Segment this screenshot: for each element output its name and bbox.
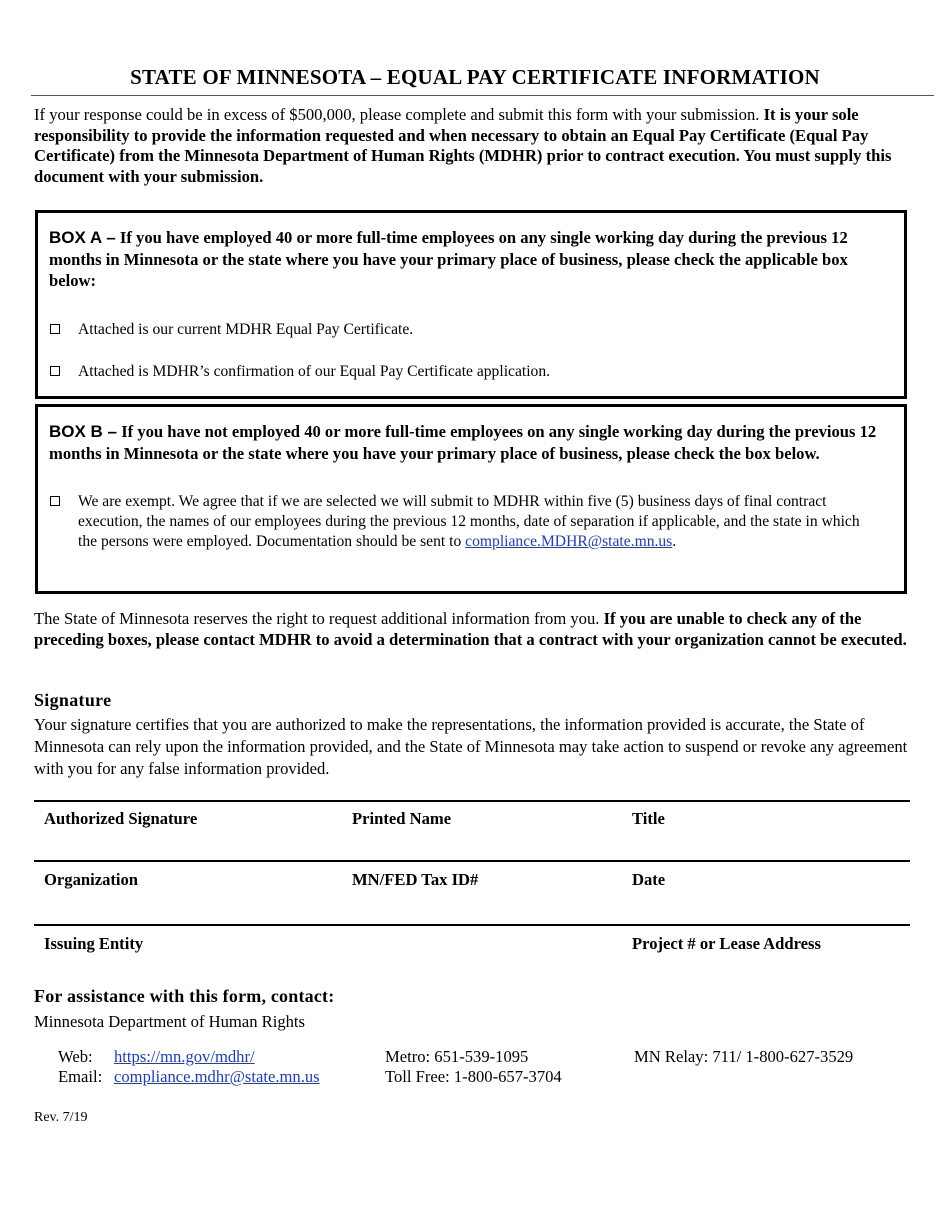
- organization-field[interactable]: Organization: [44, 870, 139, 889]
- web-link[interactable]: https://mn.gov/mdhr/: [114, 1047, 255, 1066]
- box-b-heading-text: If you have not employed 40 or more full-time employees on any single working day during the previous 12 months in Minnesota or the state where you have your primary place of business, please check the box below.: [49, 422, 877, 463]
- title-field[interactable]: Title: [632, 809, 665, 828]
- box-a-heading-text: If you have employed 40 or more full-time employees on any single working day during the previous 12 months in Minnesota or the state where you have your primary place of business, please check the applicable box below:: [49, 228, 848, 290]
- box-b-label: BOX B –: [49, 422, 118, 441]
- box-b-heading: [49, 421, 889, 464]
- assistance-heading: For assistance with this form, contact:: [34, 986, 335, 1006]
- signature-body: Your signature certifies that you are authorized to make the representations, the information provided is accurate, the State of Minnesota can rely upon the information provided, and the State of Minnesota may take action to suspend or revoke any agreement with you for any false information provided.: [34, 715, 908, 778]
- exempt-statement: We are exempt. We agree that if we are selected we will submit to MDHR within five (5) business days of final contract execution, the names of our employees during the previous 12 months, date of separation if applicable, and the state in which the persons were employed. Documentation should be sent to: [78, 493, 860, 550]
- box-b: [35, 404, 907, 594]
- issuing-entity-field[interactable]: Issuing Entity: [44, 934, 144, 953]
- revision-note: Rev. 7/19: [34, 1110, 88, 1125]
- printed-name-field[interactable]: Printed Name: [352, 809, 452, 828]
- authorized-signature-field[interactable]: Authorized Signature: [44, 809, 198, 828]
- reserve-paragraph: [34, 609, 919, 650]
- reserve-bold-text: If you are unable to check any of the preceding boxes, please contact MDHR to avoid a determination that a contract with your organization cannot be executed.: [34, 609, 907, 649]
- reserve-text: The State of Minnesota reserves the right to request additional information from you.: [34, 609, 600, 628]
- field-rule-1: [34, 800, 910, 802]
- option-label: Attached is our current MDHR Equal Pay Certificate.: [78, 321, 414, 338]
- box-a: [35, 210, 907, 399]
- intro-paragraph: [34, 105, 926, 187]
- metro-phone: Metro: 651-539-1095: [385, 1047, 529, 1066]
- web-label: Web:: [58, 1047, 93, 1066]
- mn-relay-phone: MN Relay: 711/ 1-800-627-3529: [634, 1047, 854, 1066]
- page-title: STATE OF MINNESOTA – EQUAL PAY CERTIFICATE INFORMATION: [130, 65, 820, 89]
- box-a-label: BOX A –: [49, 228, 116, 247]
- checkbox-current-certificate[interactable]: [50, 324, 60, 334]
- toll-free-phone: Toll Free: 1-800-657-3704: [385, 1067, 562, 1086]
- exempt-period: .: [672, 533, 677, 550]
- date-field[interactable]: Date: [632, 870, 666, 889]
- checkbox-application-confirmation[interactable]: [50, 366, 60, 376]
- intro-bold-text: It is your sole responsibility to provide the information requested and when necessary to obtain an Equal Pay Certificate (Equal Pay Certificate) from the Minnesota Department of Human Rights (MDHR) prior to contract execution. You must supply this document with your submission.: [34, 105, 892, 186]
- title-divider: [31, 95, 934, 96]
- assistance-org: Minnesota Department of Human Rights: [34, 1012, 305, 1031]
- exempt-text: [78, 492, 878, 552]
- tax-id-field[interactable]: MN/FED Tax ID#: [352, 870, 479, 889]
- field-rule-3: [34, 924, 910, 926]
- field-rule-2: [34, 860, 910, 862]
- box-a-heading: [49, 227, 889, 292]
- intro-text: If your response could be in excess of $500,000, please complete and submit this form with your submission.: [34, 105, 760, 124]
- email-link[interactable]: compliance.mdhr@state.mn.us: [114, 1067, 320, 1086]
- signature-heading: Signature: [34, 690, 112, 710]
- option-label: Attached is MDHR’s confirmation of our Equal Pay Certificate application.: [78, 363, 551, 380]
- compliance-email-link[interactable]: compliance.MDHR@state.mn.us: [465, 533, 673, 550]
- project-lease-field[interactable]: Project # or Lease Address: [632, 934, 821, 953]
- checkbox-exempt[interactable]: [50, 496, 60, 506]
- email-label: Email:: [58, 1067, 103, 1086]
